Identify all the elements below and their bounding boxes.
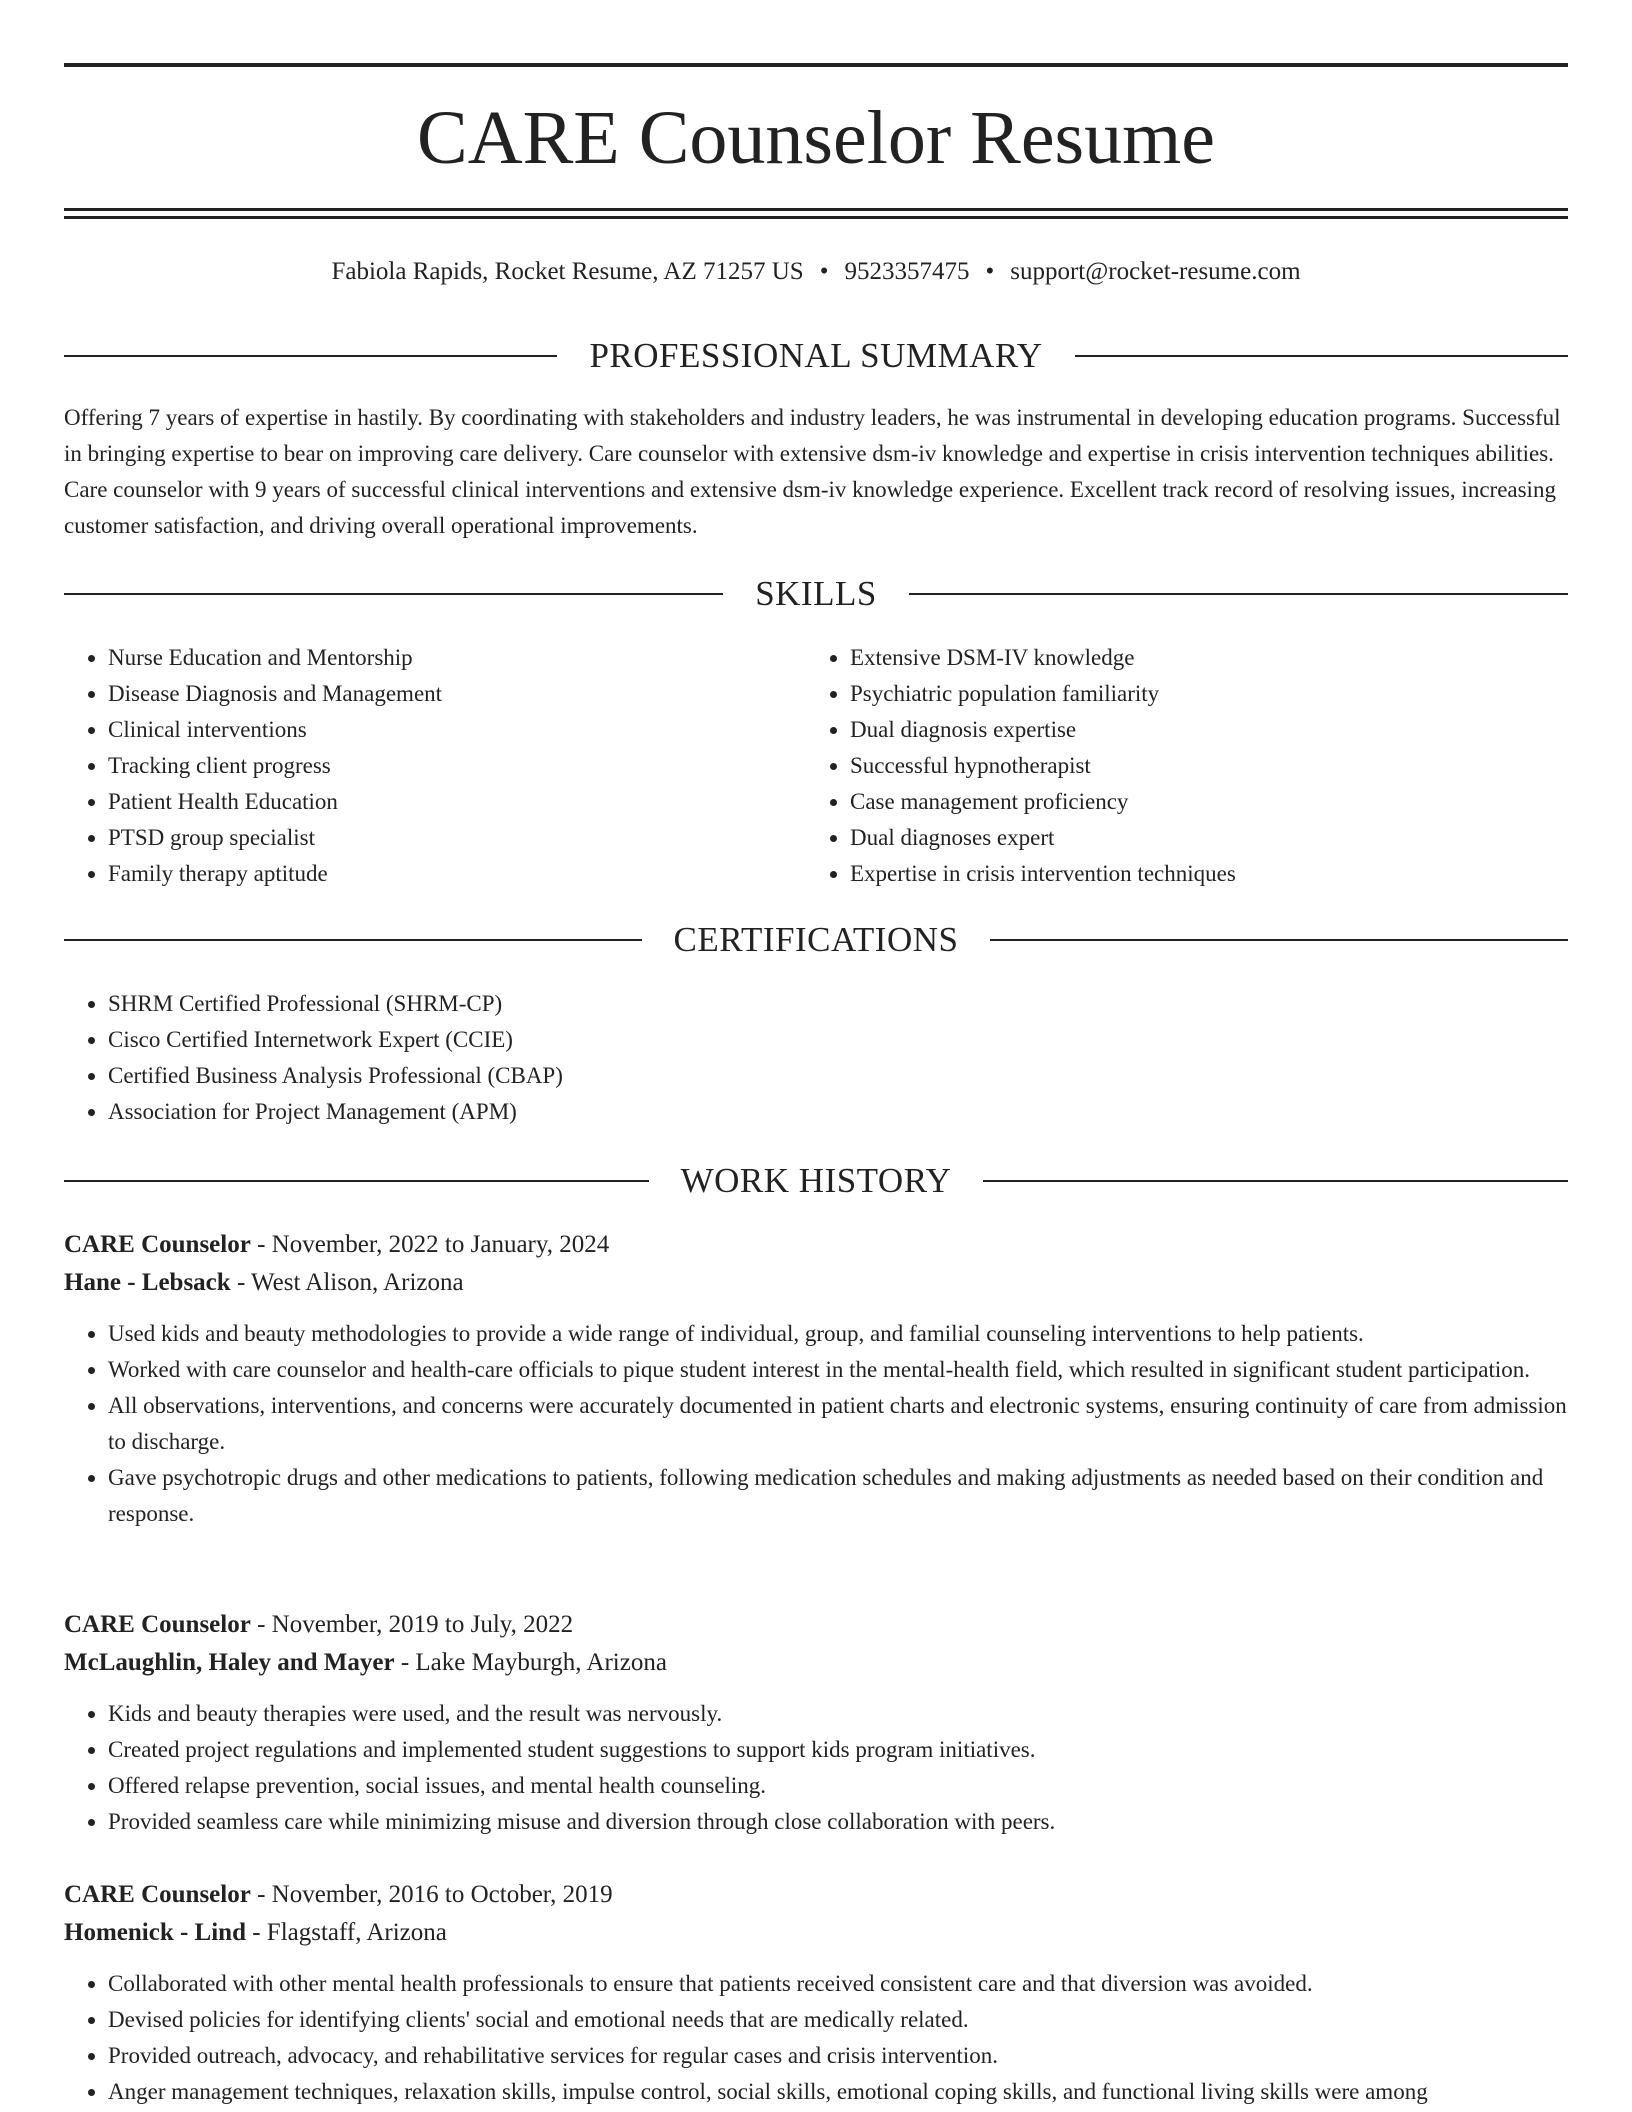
title-rule-lower bbox=[64, 216, 1568, 219]
job-title-line bbox=[64, 1606, 1568, 1644]
skill-item: • Expertise in crisis intervention techniques bbox=[850, 856, 1566, 892]
skill-item: • Psychiatric population familiarity bbox=[850, 676, 1566, 712]
page-title: CARE Counselor Resume bbox=[417, 96, 1215, 180]
heading-rule-right bbox=[909, 593, 1568, 595]
skill-item: • Patient Health Education bbox=[108, 784, 784, 820]
skills-column-right bbox=[806, 640, 1566, 892]
job-company-line bbox=[64, 1644, 1568, 1682]
section-title: CERTIFICATIONS bbox=[673, 920, 959, 959]
job-bullet: • Provided seamless care while minimizing misuse and diversion through close collaboration with peers. bbox=[108, 1804, 1568, 1840]
job-bullet: • Kids and beauty therapies were used, and the result was nervously. bbox=[108, 1696, 1568, 1732]
section-heading-summary bbox=[64, 334, 1568, 378]
job-title: CARE Counselor bbox=[64, 1881, 251, 1908]
contact-email: support@rocket-resume.com bbox=[1010, 258, 1301, 285]
job-entry bbox=[64, 1226, 1568, 1532]
job-bullet: • Collaborated with other mental health professionals to ensure that patients received consistent care and that diversion was avoided. bbox=[108, 1966, 1568, 2002]
top-rule bbox=[64, 63, 1568, 67]
job-title-line bbox=[64, 1226, 1568, 1264]
skill-item: • Successful hypnotherapist bbox=[850, 748, 1566, 784]
job-bullet: • All observations, interventions, and concerns were accurately documented in patient charts and electronic systems, ensuring continuity of care from admission to discharge. bbox=[108, 1388, 1568, 1460]
job-location: - Lake Mayburgh, Arizona bbox=[394, 1649, 667, 1676]
heading-rule-right bbox=[1075, 355, 1568, 357]
job-bullet: • Worked with care counselor and health-care officials to pique student interest in the mental-health field, which resulted in significant student participation. bbox=[108, 1352, 1568, 1388]
section-heading-work-history bbox=[64, 1159, 1568, 1203]
heading-rule-right bbox=[983, 1180, 1568, 1182]
skill-item: • Dual diagnoses expert bbox=[850, 820, 1566, 856]
certifications-list bbox=[64, 986, 1464, 1130]
heading-rule-left bbox=[64, 593, 723, 595]
job-title: CARE Counselor bbox=[64, 1611, 251, 1638]
job-dates: - November, 2022 to January, 2024 bbox=[250, 1231, 610, 1258]
contact-line bbox=[64, 252, 1568, 292]
skill-item: • Nurse Education and Mentorship bbox=[108, 640, 784, 676]
skill-item: • Dual diagnosis expertise bbox=[850, 712, 1566, 748]
job-entry bbox=[64, 1606, 1568, 1840]
contact-separator: • bbox=[985, 258, 995, 285]
skill-item: • Tracking client progress bbox=[108, 748, 784, 784]
contact-phone: 9523357475 bbox=[844, 258, 970, 285]
job-location: - West Alison, Arizona bbox=[230, 1269, 464, 1296]
job-bullet: • Offered relapse prevention, social issues, and mental health counseling. bbox=[108, 1768, 1568, 1804]
skill-item: • Disease Diagnosis and Management bbox=[108, 676, 784, 712]
contact-separator: • bbox=[819, 258, 829, 285]
skill-item: • Clinical interventions bbox=[108, 712, 784, 748]
job-company: Hane - Lebsack bbox=[64, 1269, 231, 1296]
section-heading-skills bbox=[64, 572, 1568, 616]
job-company-line bbox=[64, 1914, 1568, 1952]
heading-rule-left bbox=[64, 355, 557, 357]
section-heading-certifications bbox=[64, 918, 1568, 962]
certification-item: • Association for Project Management (APM) bbox=[108, 1094, 1464, 1130]
job-dates: - November, 2016 to October, 2019 bbox=[250, 1881, 613, 1908]
section-title: WORK HISTORY bbox=[680, 1161, 952, 1200]
job-title: CARE Counselor bbox=[64, 1231, 251, 1258]
skill-item: • PTSD group specialist bbox=[108, 820, 784, 856]
job-bullet: • Provided outreach, advocacy, and rehabilitative services for regular cases and crisis intervention. bbox=[108, 2038, 1568, 2074]
heading-rule-left bbox=[64, 1180, 649, 1182]
title-rule-upper bbox=[64, 208, 1568, 211]
job-bullet: • Anger management techniques, relaxation skills, impulse control, social skills, emotional coping skills, and functional living skills were among bbox=[108, 2074, 1568, 2110]
section-title: SKILLS bbox=[755, 574, 877, 613]
job-company: Homenick - Lind bbox=[64, 1919, 246, 1946]
job-entry bbox=[64, 1876, 1568, 2110]
job-title-line bbox=[64, 1876, 1568, 1914]
skill-item: • Case management proficiency bbox=[850, 784, 1566, 820]
certification-item: • Certified Business Analysis Professional (CBAP) bbox=[108, 1058, 1464, 1094]
skill-item: • Family therapy aptitude bbox=[108, 856, 784, 892]
job-bullet: • Devised policies for identifying clients' social and emotional needs that are medically related. bbox=[108, 2002, 1568, 2038]
certification-item: • SHRM Certified Professional (SHRM-CP) bbox=[108, 986, 1464, 1022]
heading-rule-left bbox=[64, 939, 642, 941]
job-bullet: • Used kids and beauty methodologies to provide a wide range of individual, group, and familial counseling interventions to help patients. bbox=[108, 1316, 1568, 1352]
certification-item: • Cisco Certified Internetwork Expert (CCIE) bbox=[108, 1022, 1464, 1058]
job-company-line bbox=[64, 1264, 1568, 1302]
job-company: McLaughlin, Haley and Mayer bbox=[64, 1649, 395, 1676]
job-location: - Flagstaff, Arizona bbox=[245, 1919, 447, 1946]
job-bullet: • Created project regulations and implemented student suggestions to support kids program initiatives. bbox=[108, 1732, 1568, 1768]
skills-column-left bbox=[64, 640, 784, 892]
job-dates: - November, 2019 to July, 2022 bbox=[250, 1611, 574, 1638]
job-bullet: • Gave psychotropic drugs and other medications to patients, following medication schedules and making adjustments as needed based on their condition and response. bbox=[108, 1460, 1568, 1532]
summary-paragraph: Offering 7 years of expertise in hastily. By coordinating with stakeholders and industry leaders, he was instrumental in developing education programs. Successful in bringing expertise to bear on improving care delivery. Care counselor with extensive dsm-iv knowledge and expertise in crisis intervention techniques abilities. Care counselor with 9 years of successful clinical interventions and extensive dsm-iv knowledge experience. Excellent track record of resolving issues, increasing customer satisfaction, and driving overall operational improvements. bbox=[64, 405, 1561, 538]
skill-item: • Extensive DSM-IV knowledge bbox=[850, 640, 1566, 676]
section-title: PROFESSIONAL SUMMARY bbox=[589, 336, 1043, 375]
contact-address: Fabiola Rapids, Rocket Resume, AZ 71257 US bbox=[331, 258, 804, 285]
heading-rule-right bbox=[990, 939, 1568, 941]
